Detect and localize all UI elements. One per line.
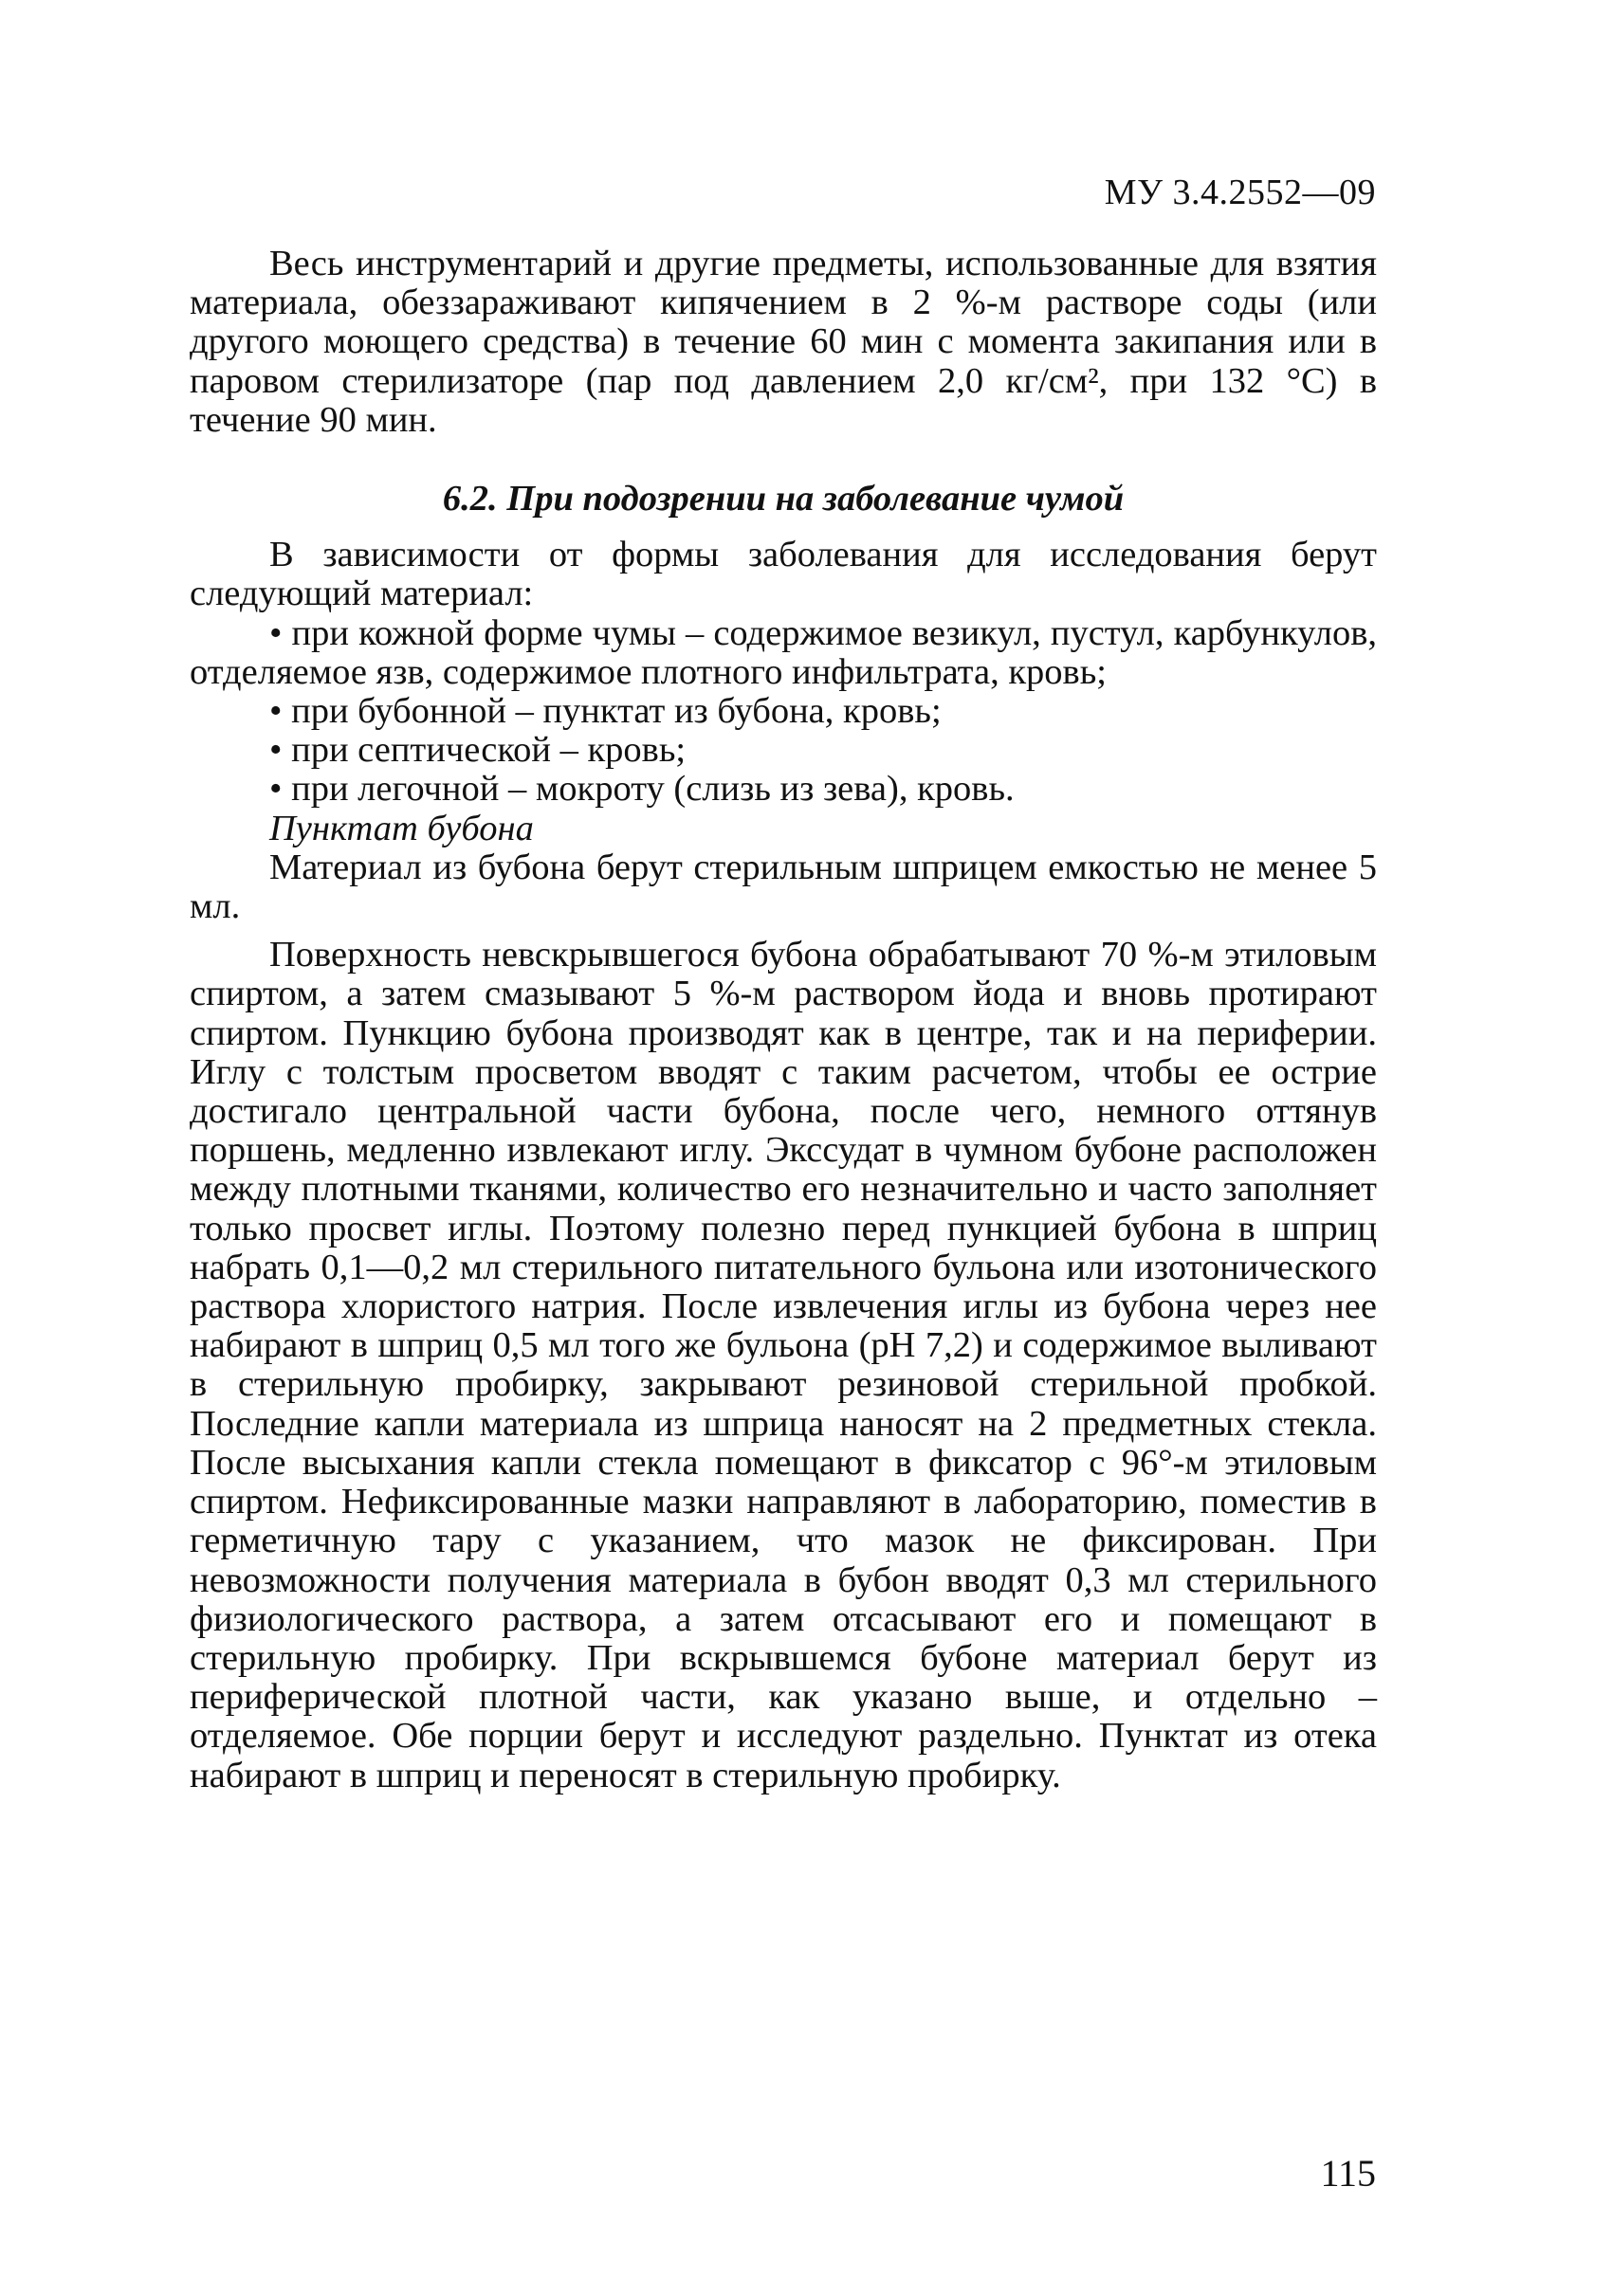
document-code-header: МУ 3.4.2552—09: [1104, 173, 1376, 212]
section-heading: 6.2. При подозрении на заболевание чумой: [442, 479, 1125, 519]
body-text: [190, 245, 1377, 1795]
list-item: • при кожной форме чумы – содержимое везикул, пустул, карбункулов, отделяемое язв, содержимое плотного инфильтрата, кровь;: [190, 612, 1377, 692]
list-item: • при легочной – мокроту (слизь из зева), кровь.: [269, 769, 1015, 810]
paragraph-procedure: Поверхность невскрывшегося бубона обрабатывают 70 %-м этиловым спиртом, а затем смазывают 5 %-м раствором йода и вновь протирают спиртом. Пункцию бубона производят как в центре, так и на периферии. Иглу с толстым просветом вводят с таким расчетом, чтобы ее острие достигало центральной части бубона, после чего, немного оттянув поршень, медленно извлекают иглу. Экссудат в чумном бубоне расположен между плотными тканями, количество его незначительно и часто заполняет только просвет иглы. Поэтому полезно перед пункцией бубона в шприц набрать 0,1—0,2 мл стерильного питательного бульона или изотонического раствора хлористого натрия. После извлечения иглы из бубона через нее набирают в шприц 0,5 мл того же бульона (рН 7,2) и содержимое выливают в стерильную пробирку, закрывают резиновой стерильной пробкой. Последние капли материала из шприца наносят на 2 предметных стекла. После высыхания капли стекла помещают в фиксатор с 96°-м этиловым спиртом. Нефиксированные мазки направляют в лабораторию, поместив в герметичную тару с указанием, что мазок не фиксирован. При невозможности получения материала в бубон вводят 0,3 мл стерильного физиологического раствора, а затем отсасывают его и помещают в стерильную пробирку. При вскрывшемся бубоне материал берут из периферической плотной части, как указано выше, и отдельно – отделяемое. Обе порции берут и исследуют раздельно. Пунктат из отека набирают в шприц и переносят в стерильную пробирку.: [190, 935, 1377, 1795]
page-number: 115: [1320, 2152, 1376, 2195]
list-item: • при септической – кровь;: [269, 730, 687, 771]
paragraph-syringe: Материал из бубона берут стерильным шприцем емкостью не менее 5 мл.: [190, 847, 1377, 927]
paragraph-material-intro: В зависимости от формы заболевания для исследования берут следующий материал:: [190, 535, 1377, 614]
subheading-bubo-puncture: Пунктат бубона: [269, 808, 534, 848]
list-item: • при бубонной – пунктат из бубона, кровь;: [269, 691, 942, 732]
paragraph-disinfection: Весь инструментарий и другие предметы, использованные для взятия материала, обеззараживают кипячением в 2 %-м растворе соды (или другого моющего средства) в течение 60 мин с момента закипания или в паровом стерилизаторе (пар под давлением 2,0 кг/см², при 132 °С) в течение 90 мин.: [190, 244, 1377, 440]
